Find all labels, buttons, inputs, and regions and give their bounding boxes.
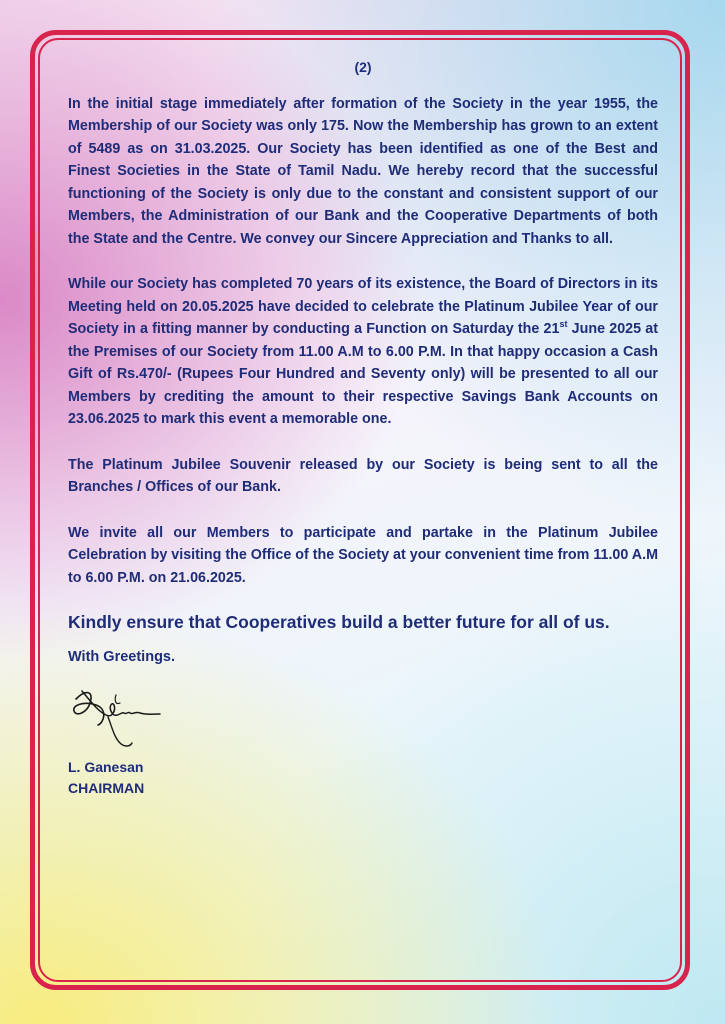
letter-body	[68, 56, 658, 799]
paragraph-platinum-jubilee-part-2: June 2025 at the Premises of our Society from 11.00 A.M to 6.00 P.M. In that happy occasion a Cash Gift of Rs.470/- (Rupees Four Hundred and Seventy only) will be presented to all our Members by crediting the amount to their respective Savings Bank Accounts on 23.06.2025 to mark this event a memorable one.	[68, 321, 658, 427]
paragraph-membership: In the initial stage immediately after formation of the Society in the year 1955, the Membership of our Society was only 175. Now the Membership has grown to an extent of 5489 as on 31.03.2025. Our Society has been identified as one of the Best and Finest Societies in the State of Tamil Nadu. We hereby record that the successful functioning of the Society is only due to the constant and consistent support of our Members, the Administration of our Bank and the Cooperative Departments of both the State and the Centre. We convey our Sincere Appreciation and Thanks to all.	[68, 95, 658, 247]
signatory-title: CHAIRMAN	[68, 779, 145, 796]
page-number: (2)	[354, 59, 372, 75]
paragraph-souvenir: The Platinum Jubilee Souvenir released by our Society is being sent to all the Branches / Offices of our Bank.	[68, 456, 658, 495]
paragraph-platinum-jubilee-part-1: While our Society has completed 70 years of its existence, the Board of Directors in its Meeting held on 20.05.2025 have decided to celebrate the Platinum Jubilee Year of our Society in a fitting manner by conducting a Function on Saturday the 21	[68, 276, 658, 337]
signature-image	[68, 681, 178, 751]
signatory-name: L. Ganesan	[68, 758, 144, 775]
closing-line: Kindly ensure that Cooperatives build a better future for all of us.	[68, 612, 610, 632]
date-ordinal-suffix: st	[559, 319, 568, 330]
paragraph-invitation: We invite all our Members to participate and partake in the Platinum Jubilee Celebration by visiting the Office of the Society at your convenient time from 11.00 A.M to 6.00 P.M. on 21.06.2025.	[68, 524, 658, 586]
paragraph-platinum-jubilee	[68, 273, 658, 431]
greeting: With Greetings.	[68, 649, 176, 665]
